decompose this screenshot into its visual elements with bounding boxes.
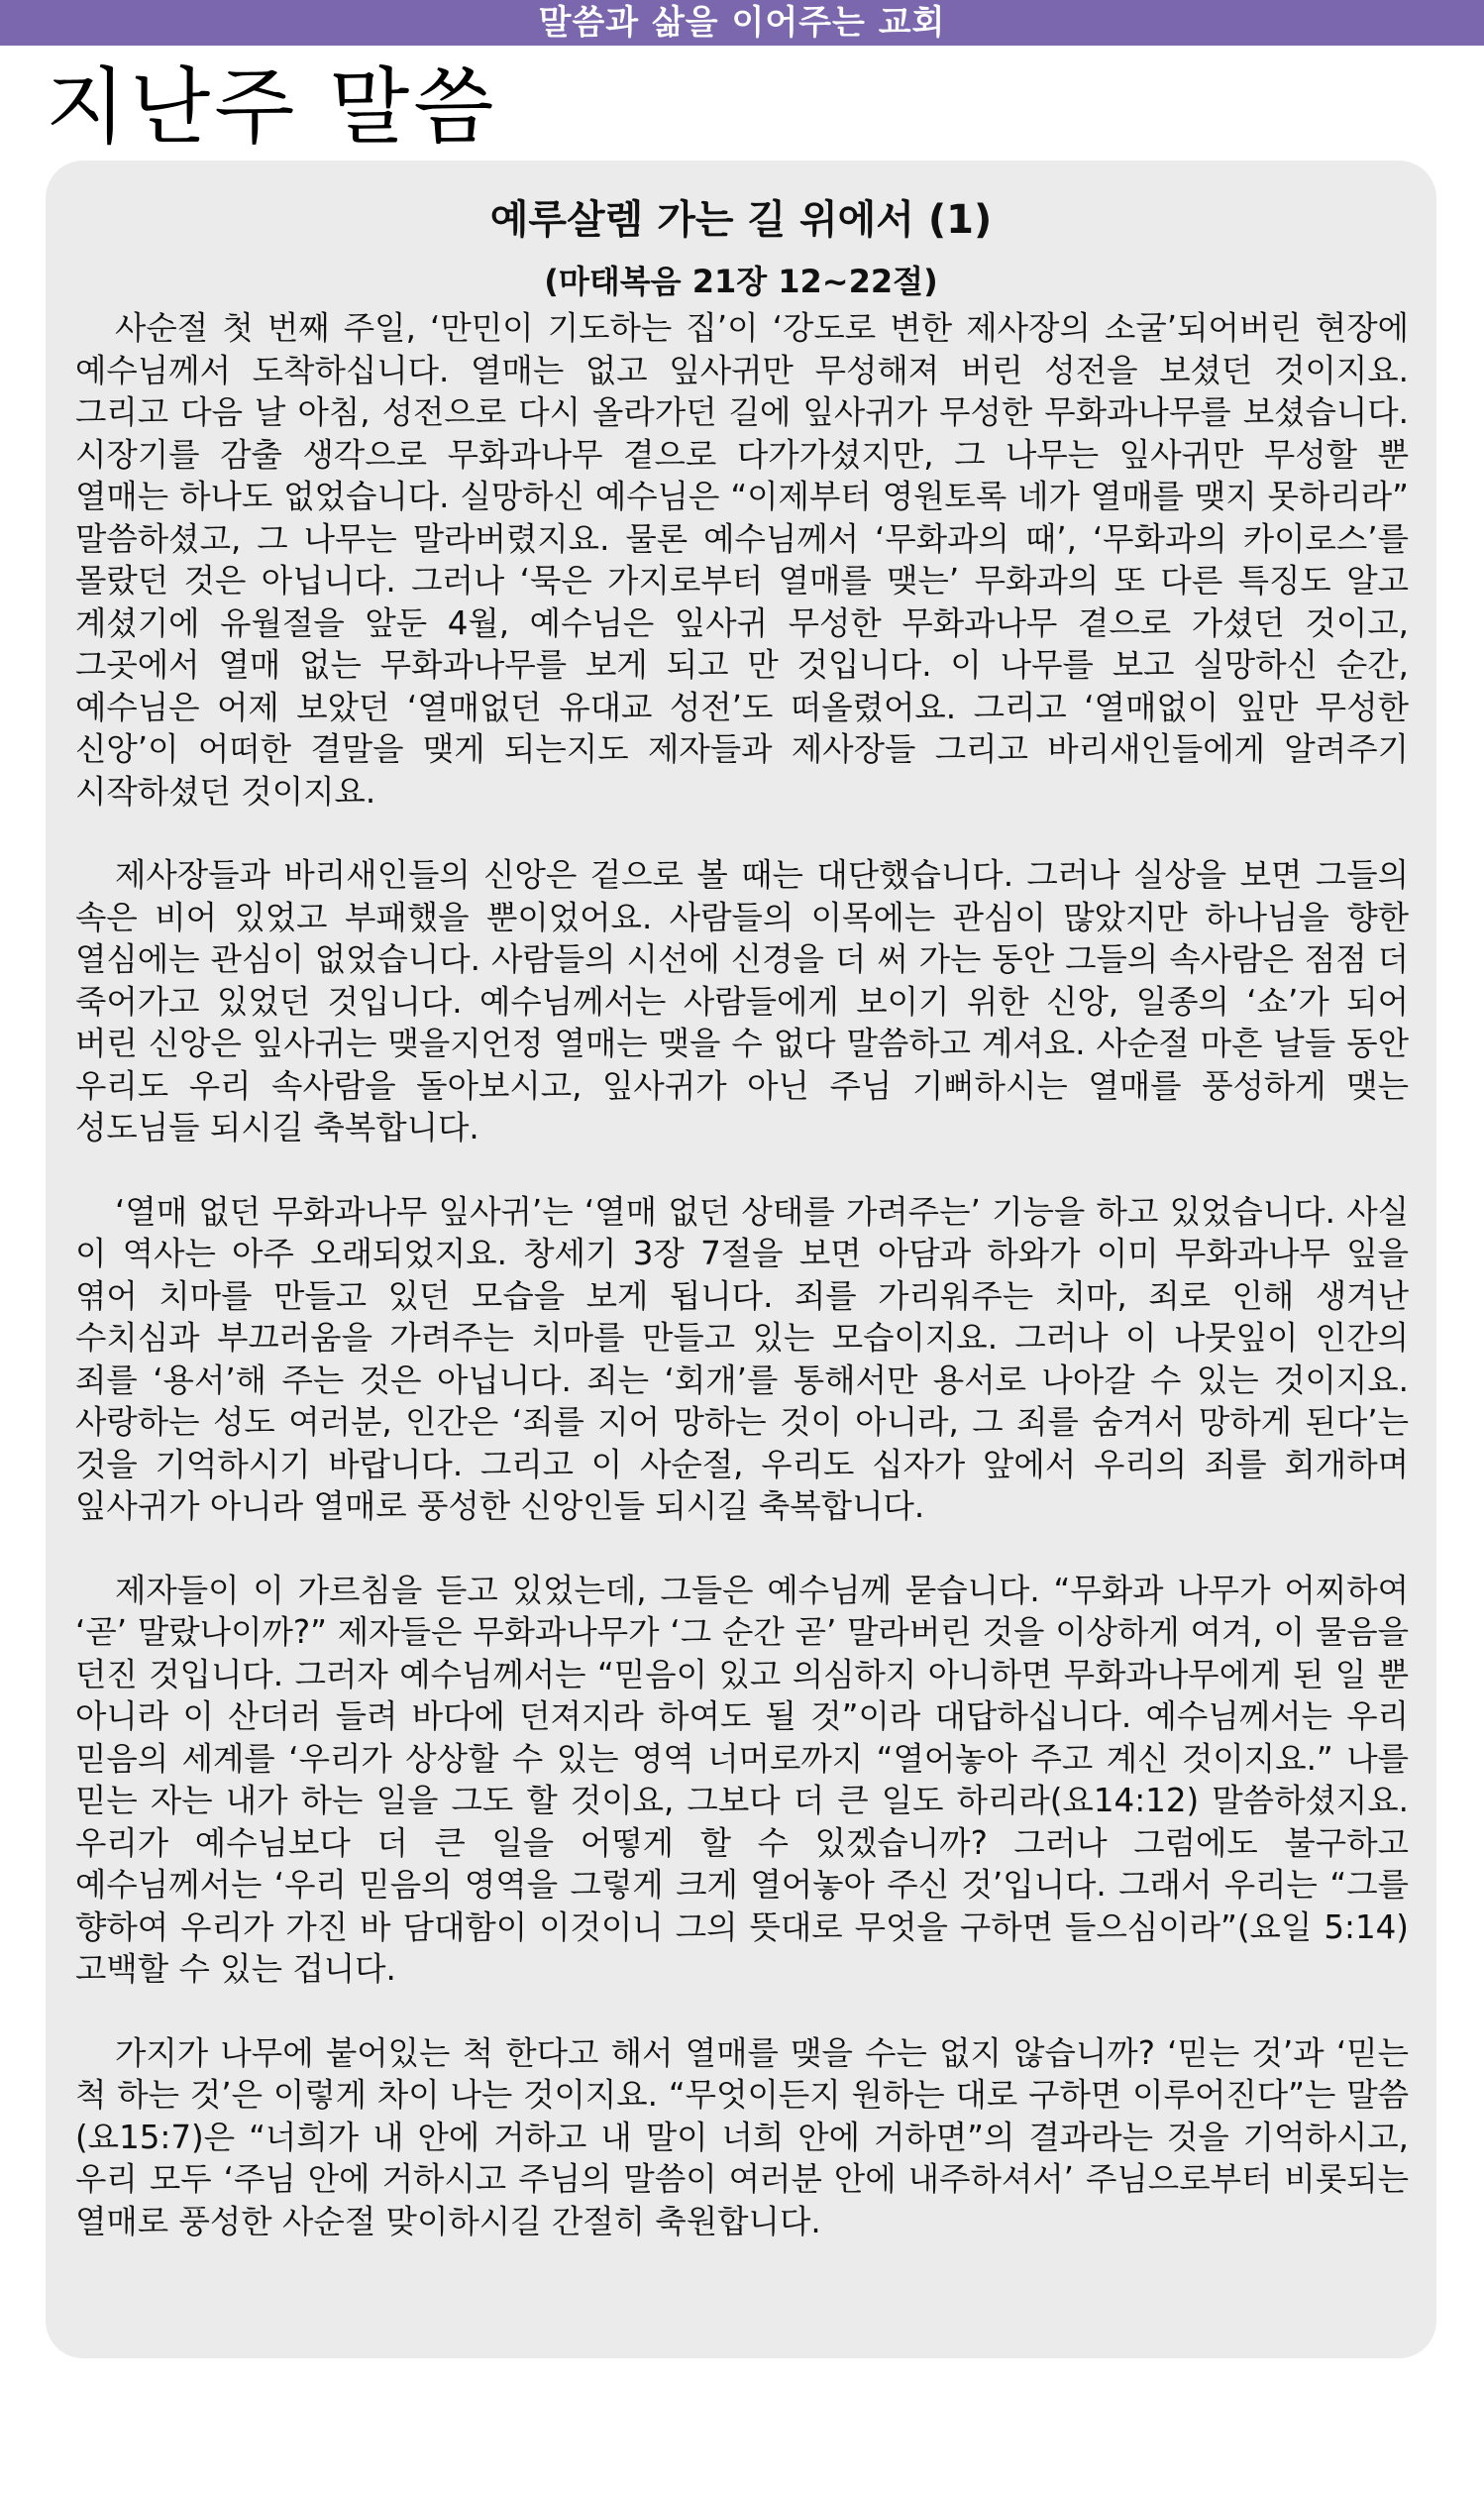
sermon-title: 예루살렘 가는 길 위에서 (1) xyxy=(489,197,993,243)
sermon-paragraph: 사순절 첫 번째 주일, ‘만민이 기도하는 집’이 ‘강도로 변한 제사장의 소굴’되어버린 현장에 예수님께서 도착하십니다. 열매는 없고 잎사귀만 무성해져 버린 성전을 보셨던 것이지요. 그리고 다음 날 아침, 성전으로 다시 올라가던 길에 잎사귀가 무성한 무화과나무를 보셨습니다. 시장기를 감출 생각으로 무화과나무 곁으로 다가가셨지만, 그 나무는 잎사귀만 무성할 뿐 열매는 하나도 없었습니다. 실망하신 예수님은 “이제부터 영원토록 네가 열매를 맺지 못하리라” 말씀하셨고, 그 나무는 말라버렸지요. 물론 예수님께서 ‘무화과의 때’, ‘무화과의 카이로스’를 몰랐던 것은 아닙니다. 그러나 ‘묵은 가지로부터 열매를 맺는’ 무화과의 또 다른 특징도 알고 계셨기에 유월절을 앞둔 4월, 예수님은 잎사귀 무성한 무화과나무 곁으로 가셨던 것이고, 그곳에서 열매 없는 무화과나무를 보게 되고 만 것입니다. 이 나무를 보고 실망하신 순간, 예수님은 어제 보았던 ‘열매없던 유대교 성전’도 떠올렸어요. 그리고 ‘열매없이 잎만 무성한 신앙’이 어떠한 결말을 맺게 되는지도 제자들과 제사장들 그리고 바리새인들에게 알려주기 시작하셨던 것이지요. xyxy=(75,309,1409,811)
sermon-body xyxy=(75,307,1409,2242)
sermon-paragraph: 제자들이 이 가르침을 듣고 있었는데, 그들은 예수님께 묻습니다. “무화과 나무가 어찌하여 ‘곧’ 말랐나이까?” 제자들은 무화과나무가 ‘그 순간 곧’ 말라버린 것을 이상하게 여겨, 이 물음을 던진 것입니다. 그러자 예수님께서는 “믿음이 있고 의심하지 아니하면 무화과나무에게 된 일 뿐 아니라 이 산더러 들려 바다에 던져지라 하여도 될 것”이라 대답하십니다. 예수님께서는 우리 믿음의 세계를 ‘우리가 상상할 수 있는 영역 너머로까지 “열어놓아 주고 계신 것이지요.” 나를 믿는 자는 내가 하는 일을 그도 할 것이요, 그보다 더 큰 일도 하리라(요14:12) 말씀하셨지요. 우리가 예수님보다 더 큰 일을 어떻게 할 수 있겠습니까? 그러나 그럼에도 불구하고 예수님께서는 ‘우리 믿음의 영역을 그렇게 크게 열어놓아 주신 것’입니다. 그래서 우리는 “그를 향하여 우리가 가진 바 담대함이 이것이니 그의 뜻대로 무엇을 구하면 들으심이라”(요일 5:14) 고백할 수 있는 겁니다. xyxy=(75,1571,1409,1988)
page-title: 지난주 말씀 xyxy=(46,58,498,156)
sermon-paragraph: ‘열매 없던 무화과나무 잎사귀’는 ‘열매 없던 상태를 가려주는’ 기능을 하고 있었습니다. 사실 이 역사는 아주 오래되었지요. 창세기 3장 7절을 보면 아담과 하와가 이미 무화과나무 잎을 엮어 치마를 만들고 있던 모습을 보게 됩니다. 죄를 가리워주는 치마, 죄로 인해 생겨난 수치심과 부끄러움을 가려주는 치마를 만들고 있는 모습이지요. 그러나 이 나뭇잎이 인간의 죄를 ‘용서’해 주는 것은 아닙니다. 죄는 ‘회개’를 통해서만 용서로 나아갈 수 있는 것이지요. 사랑하는 성도 여러분, 인간은 ‘죄를 지어 망하는 것이 아니라, 그 죄를 숨겨서 망하게 된다’는 것을 기억하시기 바랍니다. 그리고 이 사순절, 우리도 십자가 앞에서 우리의 죄를 회개하며 잎사귀가 아니라 열매로 풍성한 신앙인들 되시길 축복합니다. xyxy=(75,1192,1409,1525)
sermon-box xyxy=(46,161,1436,2358)
top-banner: 말씀과 삶을 이어주는 교회 xyxy=(0,0,1484,46)
sermon-paragraph: 제사장들과 바리새인들의 신앙은 겉으로 볼 때는 대단했습니다. 그러나 실상을 보면 그들의 속은 비어 있었고 부패했을 뿐이었어요. 사람들의 이목에는 관심이 많았지만 하나님을 향한 열심에는 관심이 없었습니다. 사람들의 시선에 신경을 더 써 가는 동안 그들의 속사람은 점점 더 죽어가고 있었던 것입니다. 예수님께서는 사람들에게 보이기 위한 신앙, 일종의 ‘쇼’가 되어 버린 신앙은 잎사귀는 맺을지언정 열매는 맺을 수 없다 말씀하고 계셔요. 사순절 마흔 날들 동안 우리도 우리 속사람을 돌아보시고, 잎사귀가 아닌 주님 기뻐하시는 열매를 풍성하게 맺는 성도님들 되시길 축복합니다. xyxy=(75,856,1409,1146)
sermon-paragraph: 가지가 나무에 붙어있는 척 한다고 해서 열매를 맺을 수는 없지 않습니까? ‘믿는 것’과 ‘믿는 척 하는 것’은 이렇게 차이 나는 것이지요. “무엇이든지 원하는 대로 구하면 이루어진다”는 말씀(요15:7)은 “너희가 내 안에 거하고 내 말이 너희 안에 거하면”의 결과라는 것을 기억하시고, 우리 모두 ‘주님 안에 거하시고 주님의 말씀이 여러분 안에 내주하셔서’ 주님으로부터 비롯되는 열매로 풍성한 사순절 맞이하시길 간절히 축원합니다. xyxy=(75,2033,1409,2240)
sermon-scripture-reference: (마태복음 21장 12~22절) xyxy=(544,263,938,300)
